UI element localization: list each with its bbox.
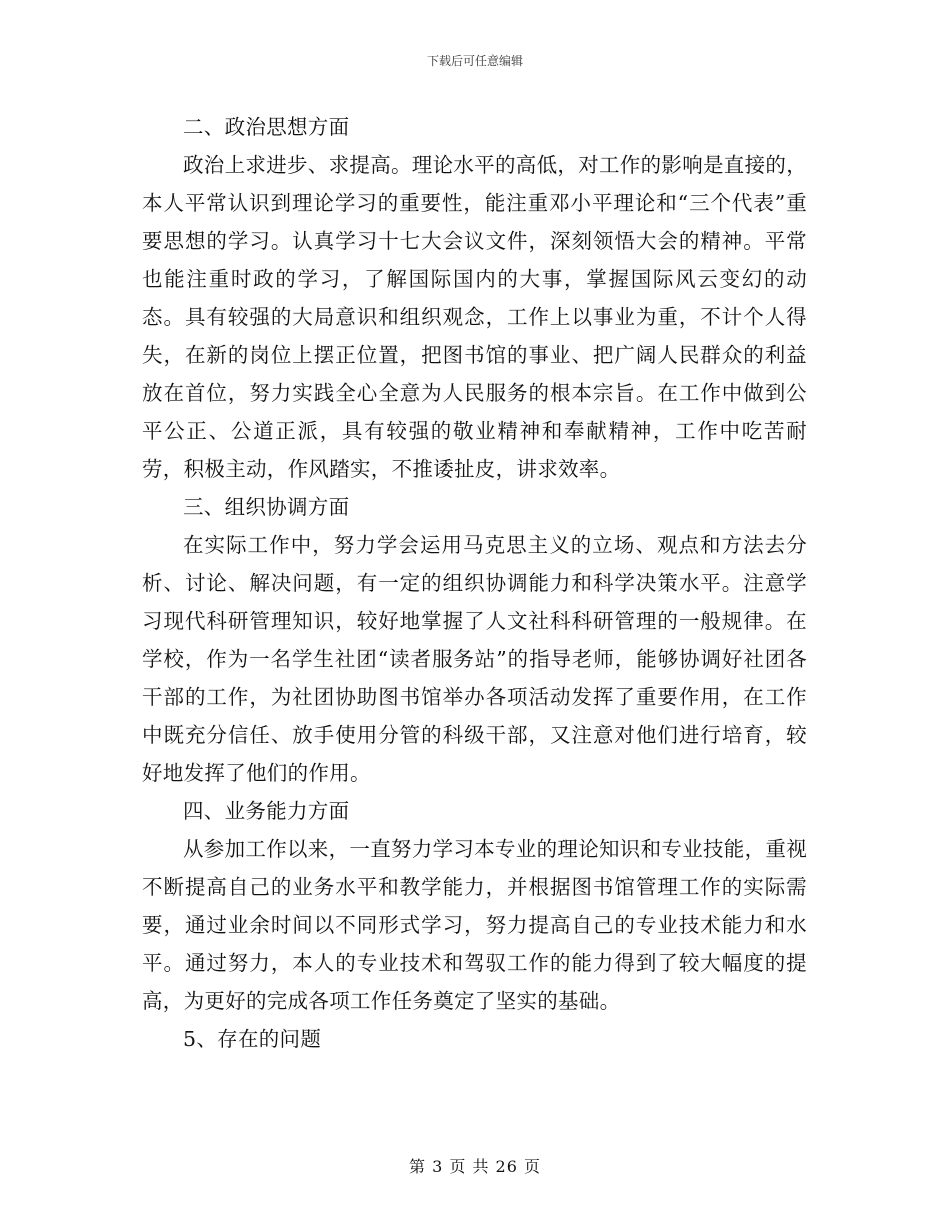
page-number-footer: 第 3 页 共 26 页 bbox=[409, 1157, 541, 1176]
section-paragraph-politics: 政治上求进步、求提高。理论水平的高低，对工作的影响是直接的，本人平常认识到理论学习的重要性，能注重邓小平理论和“三个代表”重要思想的学习。认真学习十七大会议文件，深刻领悟大会的精神。平常也能注重时政的学习，了解国际国内的大事，掌握国际风云变幻的动态。具有较强的大局意识和组织观念，工作上以事业为重，不计个人得失，在新的岗位上摆正位置，把图书馆的事业、把广阔人民群众的利益放在首位，努力实践全心全意为人民服务的根本宗旨。在工作中做到公平公正、公道正派，具有较强的敬业精神和奉献精神，工作中吃苦耐劳，积极主动，作风踏实，不推诿扯皮，讲求效率。 bbox=[142, 153, 807, 481]
section-heading-politics: 二、政治思想方面 bbox=[183, 115, 350, 139]
section-heading-problems: 5、存在的问题 bbox=[183, 1027, 322, 1051]
page-header: 下载后可任意编辑 bbox=[426, 54, 523, 68]
section-heading-coordination: 三、组织协调方面 bbox=[183, 495, 350, 519]
section-paragraph-business: 从参加工作以来，一直努力学习本专业的理论知识和专业技能，重视不断提高自己的业务水平和教学能力，并根据图书馆管理工作的实际需要，通过业余时间以不同形式学习，努力提高自己的专业技术能力和水平。通过努力，本人的专业技术和驾驭工作的能力得到了较大幅度的提高，为更好的完成各项工作任务奠定了坚实的基础。 bbox=[142, 837, 807, 1013]
section-heading-business: 四、业务能力方面 bbox=[183, 799, 350, 823]
document-body bbox=[142, 108, 807, 1058]
section-paragraph-coordination: 在实际工作中，努力学会运用马克思主义的立场、观点和方法去分析、讨论、解决问题，有一定的组织协调能力和科学决策水平。注意学习现代科研管理知识，较好地掌握了人文社科科研管理的一般规律。在学校，作为一名学生社团“读者服务站”的指导老师，能够协调好社团各干部的工作，为社团协助图书馆举办各项活动发挥了重要作用，在工作中既充分信任、放手使用分管的科级干部，又注意对他们进行培育，较好地发挥了他们的作用。 bbox=[142, 533, 807, 785]
